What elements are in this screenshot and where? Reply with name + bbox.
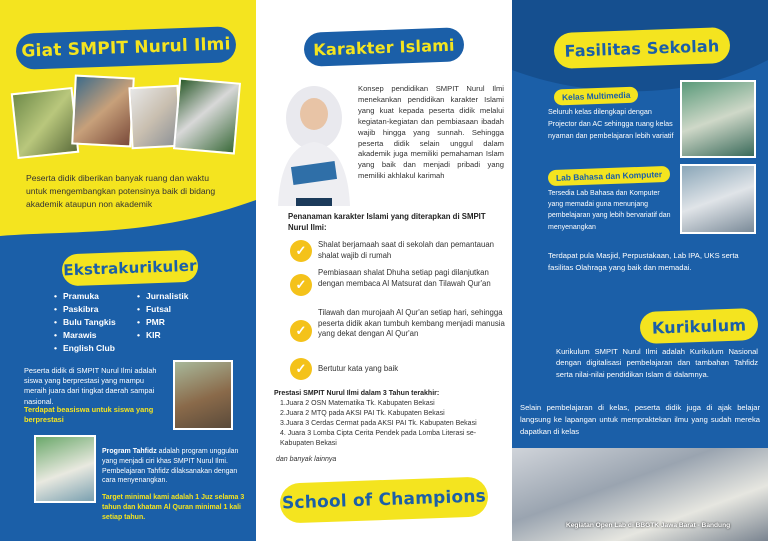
tahfidz-label: Program Tahfidz (102, 448, 157, 455)
activity-photo-1 (11, 87, 80, 159)
lab-text: Tersedia Lab Bahasa dan Komputer yang memadai guna menunjang pembelajaran yang lebih bervariatif dan menyenangkan (548, 190, 671, 231)
check-icon: ✓ (290, 274, 312, 296)
ekstra-item: • Pramuka (54, 290, 116, 303)
panel-fasilitas (512, 0, 768, 541)
ekstra-item: • Marawis (54, 329, 116, 342)
tahfidz-text (102, 447, 248, 486)
karakter-item: Bertutur kata yang baik (318, 364, 399, 373)
prestasi-text: Peserta didik di SMPIT Nurul Ilmi adalah siswa yang berprestasi yang mampu meraih juara dari tingkat daerah sampai nasional. (24, 366, 157, 406)
tahfidz-target: Target minimal kami adalah 1 Juz selama 3 tahun dan khatam Al Quran minimal 1 kali setiap tahun. (102, 494, 245, 521)
panel2-title: Karakter Islami (303, 27, 464, 67)
ekstra-list-left (54, 290, 116, 355)
ekstra-item: • Paskibra (54, 303, 116, 316)
konsep-text: Konsep pendidikan SMPIT Nurul Ilmi menekankan pendidikan karakter Islami yang kuat kepada peserta didik melalui kegiatan-kegiatan dan pembiasaan ibadah wajib hingga yang sunnah. Sehingga peserta didik selain unggul dalam akademik juga memiliki pemahaman Islam yang baik dan menjadi pribadi yang memiliki akhlakul karimah (358, 84, 504, 181)
check-icon: ✓ (290, 320, 312, 342)
classroom-photo (680, 80, 756, 158)
check-icon: ✓ (290, 240, 312, 262)
dan-lainnya: dan banyak lainnya (276, 456, 337, 463)
kelas-text: Seluruh kelas dilengkapi dengan Projector dan AC sehingga ruang kelas nyaman dan pembelajaran lebih variatif (548, 107, 674, 140)
kelas-title: Kelas Multimedia (554, 87, 639, 106)
panel1-intro: Peserta didik diberikan banyak ruang dan waktu untuk mengembangkan potensinya baik di bidang akademik ataupun non akademik (26, 173, 216, 209)
ekstra-item: • KIR (137, 329, 189, 342)
ekstra-item: • Futsal (137, 303, 189, 316)
panel1-title: Giat SMPIT Nurul Ilmi (15, 26, 236, 70)
scout-photo (173, 360, 233, 430)
champions-banner: School of Champions (279, 476, 488, 523)
kurikulum-title: Kurikulum (639, 308, 758, 344)
computer-lab-photo (680, 164, 756, 234)
tahfidz-desc: adalah program unggulan yang menjadi ciri khas SMPIT Nurul Ilmi. Pembelajaran Tahfidz dilaksanakan dengan cara menyenangkan. (102, 448, 239, 485)
karakter-item: Shalat berjamaah saat di sekolah dan pemantauan shalat wajib di rumah (318, 240, 494, 260)
lab-title: Lab Bahasa dan Komputer (548, 166, 671, 186)
ekstra-item: • Jurnalistik (137, 290, 189, 303)
open-lab-caption: Kegiatan Open Lab di BBGTK Jawa Barat - Bandung (566, 522, 731, 529)
kurikulum-text: Kurikulum SMPIT Nurul Ilmi adalah Kurikulum Nasional dengan digitalisasi pembelajaran dan tambahan Tahfidz serta nilai-nilai pendidikan Islam di dalamnya. (556, 347, 758, 379)
prestasi-item: 1.Juara 2 OSN Matematika Tk. Kabupaten Bekasi (280, 400, 435, 407)
activity-photo-4 (173, 77, 241, 154)
ekstra-item: • PMR (137, 316, 189, 329)
activity-photo-2 (71, 74, 135, 147)
karakter-item: Pembiasaan shalat Dhuha setiap pagi dilanjutkan dengan membaca Al Matsurat dan Tilawah Qur'an (318, 268, 491, 288)
ekstra-title: Ekstrakurikuler (61, 250, 198, 287)
panel-giat (0, 0, 256, 541)
prestasi-item: 3.Juara 3 Cerdas Cermat pada AKSI PAI Tk. Kabupaten Bekasi (280, 420, 477, 427)
karakter-item: Tilawah dan murojaah Al Qur'an setiap hari, sehingga peserta didik akan tumbuh kembang menjadi manusia yang dekat dengan Al Qur'an (318, 308, 505, 339)
ekstra-item: • English Club (54, 342, 116, 355)
panel3-title: Fasilitas Sekolah (553, 27, 730, 69)
ekstra-item: • Bulu Tangkis (54, 316, 116, 329)
student-illustration (268, 78, 360, 206)
prestasi-item: 2.Juara 2 MTQ pada AKSI PAI Tk. Kabupaten Bekasi (280, 410, 445, 417)
check-icon: ✓ (290, 358, 312, 380)
prestasi-list (280, 399, 508, 449)
panel-karakter (256, 0, 512, 541)
prestasi-item: 4. Juara 3 Lomba Cipta Cerita Pendek pada Lomba Literasi se-Kabupaten Bekasi (280, 430, 477, 447)
beasiswa-text: Terdapat beasiswa untuk siswa yang berprestasi (24, 405, 154, 425)
fasilitas-text: Terdapat pula Masjid, Perpustakaan, Lab IPA, UKS serta fasilitas Olahraga yang baik dan memadai. (548, 251, 739, 272)
tahfidz-photo (34, 435, 96, 503)
lapangan-text: Selain pembelajaran di kelas, peserta didik juga di ajak belajar langsung ke lapangan untuk mempraktekan ilmu yang sudah mereka dapatkan di kelas (520, 403, 760, 436)
penanaman-title: Penanaman karakter Islami yang diterapkan di SMPIT Nurul Ilmi: (288, 212, 486, 232)
prestasi-title: Prestasi SMPIT Nurul Ilmi dalam 3 Tahun terakhir: (274, 390, 440, 397)
ekstra-list-right (137, 290, 189, 342)
